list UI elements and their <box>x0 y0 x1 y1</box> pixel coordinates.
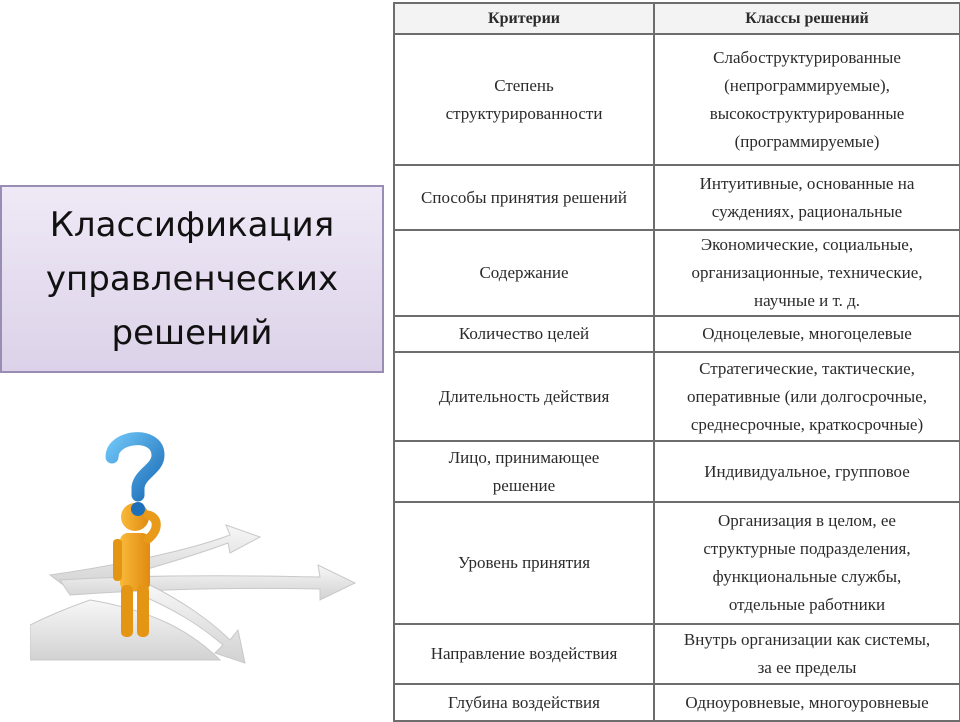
table-row <box>394 34 960 165</box>
criterion-cell: Способы принятия решений <box>394 165 654 230</box>
table-row <box>394 624 960 684</box>
criterion-cell: Количество целей <box>394 316 654 352</box>
criterion-cell: Направление воздействия <box>394 624 654 684</box>
header-classes: Классы решений <box>654 3 960 34</box>
classes-cell: Стратегические, тактические, оперативные (или долгосрочные, среднесрочные, краткосрочные) <box>654 352 960 441</box>
classes-cell: Интуитивные, основанные на суждениях, рациональные <box>654 165 960 230</box>
classes-cell: Внутрь организации как системы, за ее пределы <box>654 624 960 684</box>
classes-cell: Экономические, социальные, организационные, технические, научные и т. д. <box>654 230 960 316</box>
criterion-cell: Содержание <box>394 230 654 316</box>
diverging-arrows-icon <box>30 525 355 663</box>
table-row <box>394 684 960 721</box>
title-box <box>0 185 384 373</box>
table-row <box>394 316 960 352</box>
criterion-cell: Уровень принятия <box>394 502 654 624</box>
table-row <box>394 165 960 230</box>
criterion-cell: Степень структурированности <box>394 34 654 165</box>
classes-cell: Одноцелевые, многоцелевые <box>654 316 960 352</box>
criterion-cell: Длительность действия <box>394 352 654 441</box>
table-row <box>394 502 960 624</box>
classes-cell: Слабоструктурированные (непрограммируемые), высокоструктурированные (программируемые) <box>654 34 960 165</box>
classes-cell: Организация в целом, ее структурные подразделения, функциональные службы, отдельные работники <box>654 502 960 624</box>
classes-cell: Одноуровневые, многоуровневые <box>654 684 960 721</box>
table-row <box>394 352 960 441</box>
table-header-row <box>394 3 960 34</box>
criterion-cell: Лицо, принимающее решение <box>394 441 654 502</box>
question-mark-icon <box>112 439 158 516</box>
classes-cell: Индивидуальное, групповое <box>654 441 960 502</box>
table-row <box>394 230 960 316</box>
classification-table <box>393 2 960 722</box>
header-criteria: Критерии <box>394 3 654 34</box>
decision-illustration <box>30 425 370 665</box>
criterion-cell: Глубина воздействия <box>394 684 654 721</box>
table-row <box>394 441 960 502</box>
slide-title: Классификация управленческих решений <box>45 205 339 353</box>
